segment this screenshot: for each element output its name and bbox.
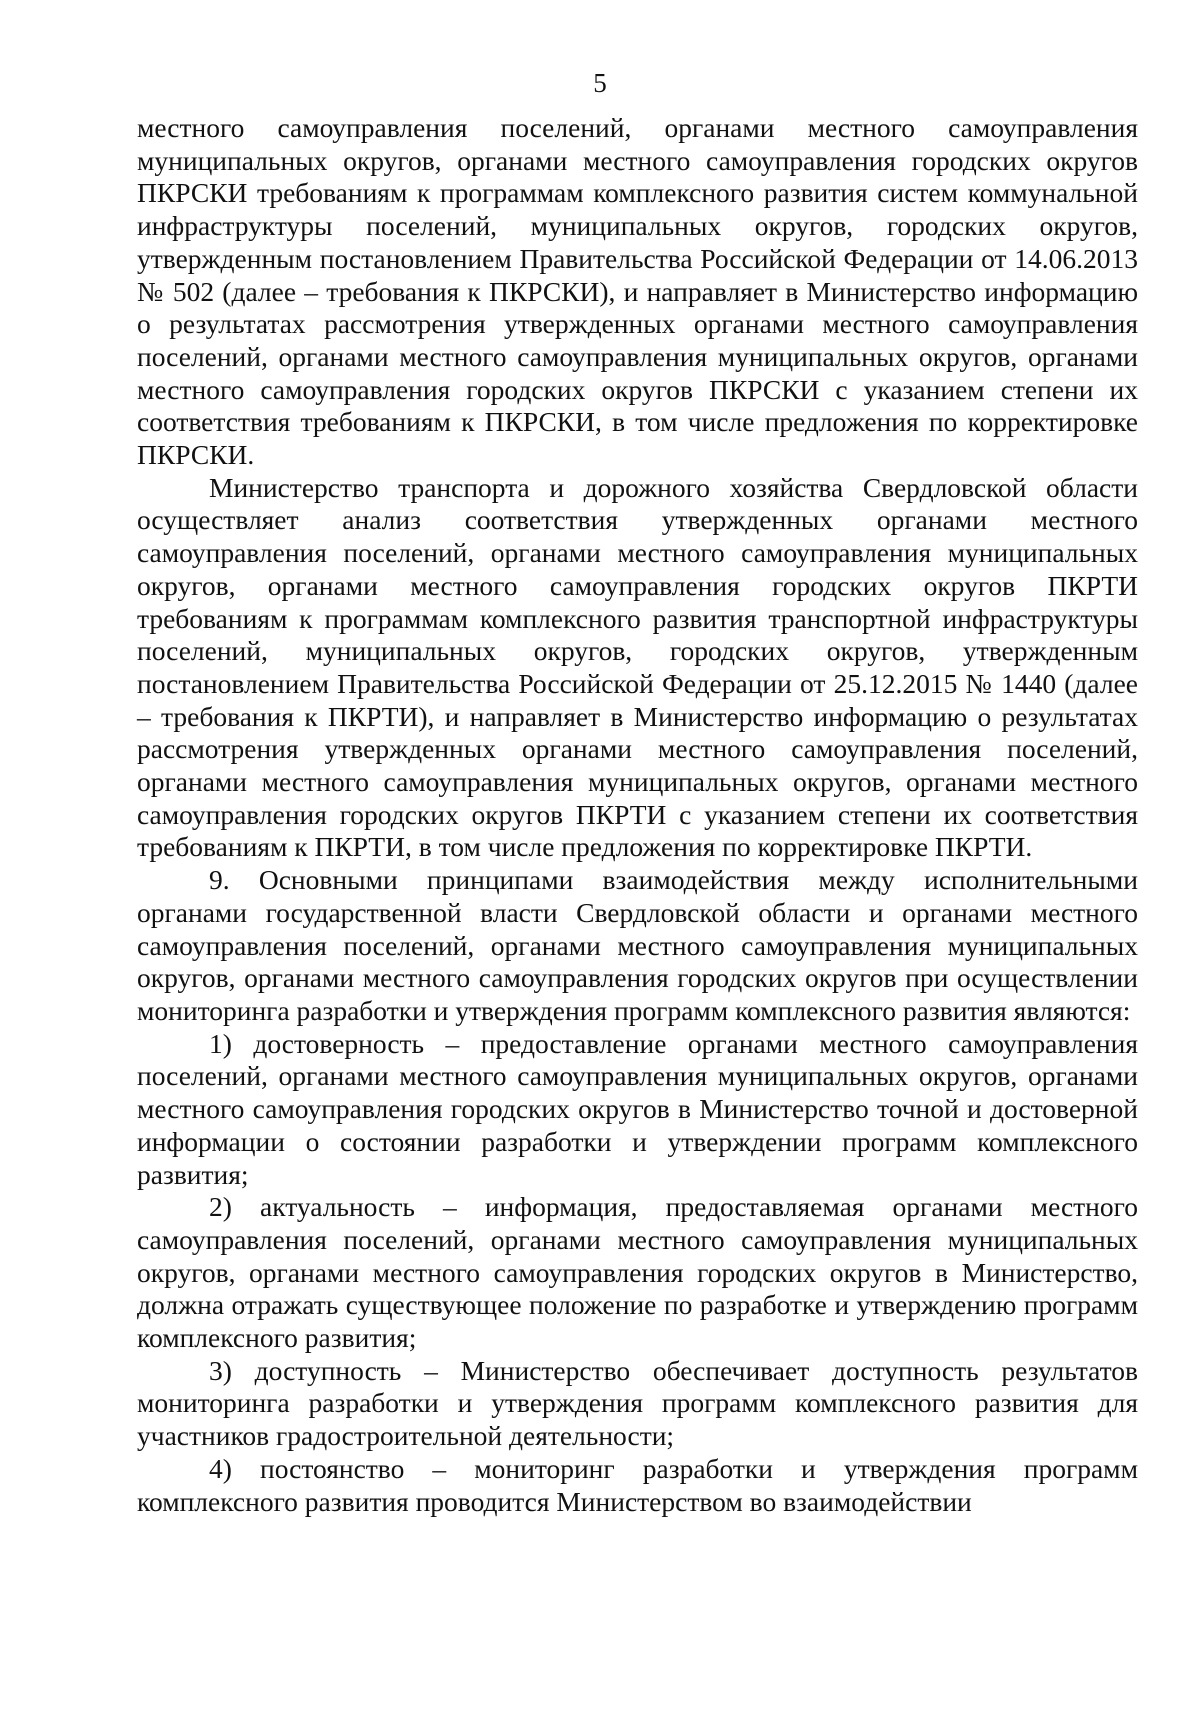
paragraph-pkrski-continuation: местного самоуправления поселений, органами местного самоуправления муниципальных округов, органами местного самоуправления городских округов ПКРСКИ требованиям к программам комплексного развития систем коммунальной инфраструктуры поселений, муниципальных округов, городских округов, утвержденным постановлением Правительства Российской Федерации от 14.06.2013 № 502 (далее – требования к ПКРСКИ), и направляет в Министерство информацию о результатах рассмотрения утвержденных органами местного самоуправления поселений, органами местного самоуправления муниципальных округов, органами местного самоуправления городских округов ПКРСКИ с указанием степени их соответствия требованиям к ПКРСКИ, в том числе предложения по корректировке ПКРСКИ. xyxy=(137,112,1138,471)
paragraph-principle-relevance: 2) актуальность – информация, предоставляемая органами местного самоуправления поселений, органами местного самоуправления муниципальных округов, органами местного самоуправления городских округов в Министерство, должна отражать существующее положение по разработке и утверждению программ комплексного развития; xyxy=(137,1191,1138,1354)
paragraph-transport-ministry: Министерство транспорта и дорожного хозяйства Свердловской области осуществляет анализ соответствия утвержденных органами местного самоуправления поселений, органами местного самоуправления муниципальных округов, органами местного самоуправления городских округов ПКРТИ требованиям к программам комплексного развития транспортной инфраструктуры поселений, муниципальных округов, городских округов, утвержденным постановлением Правительства Российской Федерации от 25.12.2015 № 1440 (далее – требования к ПКРТИ), и направляет в Министерство информацию о результатах рассмотрения утвержденных органами местного самоуправления поселений, органами местного самоуправления муниципальных округов, органами местного самоуправления городских округов ПКРТИ с указанием степени их соответствия требованиям к ПКРТИ, в том числе предложения по корректировке ПКРТИ. xyxy=(137,471,1138,863)
paragraph-principle-accessibility: 3) доступность – Министерство обеспечивает доступность результатов мониторинга разработки и утверждения программ комплексного развития для участников градостроительной деятельности; xyxy=(137,1354,1138,1452)
document-body xyxy=(137,112,1138,1518)
page-number: 5 xyxy=(593,68,607,98)
paragraph-principle-constancy: 4) постоянство – мониторинг разработки и утверждения программ комплексного развития проводится Министерством во взаимодействии xyxy=(137,1452,1138,1517)
paragraph-item-9-principles: 9. Основными принципами взаимодействия между исполнительными органами государственной власти Свердловской области и органами местного самоуправления поселений, органами местного самоуправления муниципальных округов, органами местного самоуправления городских округов при осуществлении мониторинга разработки и утверждения программ комплексного развития являются: xyxy=(137,864,1138,1026)
paragraph-principle-reliability: 1) достоверность – предоставление органами местного самоуправления поселений, органами местного самоуправления муниципальных округов, органами местного самоуправления городских округов в Министерство точной и достоверной информации о состоянии разработки и утверждении программ комплексного развития; xyxy=(137,1027,1138,1190)
